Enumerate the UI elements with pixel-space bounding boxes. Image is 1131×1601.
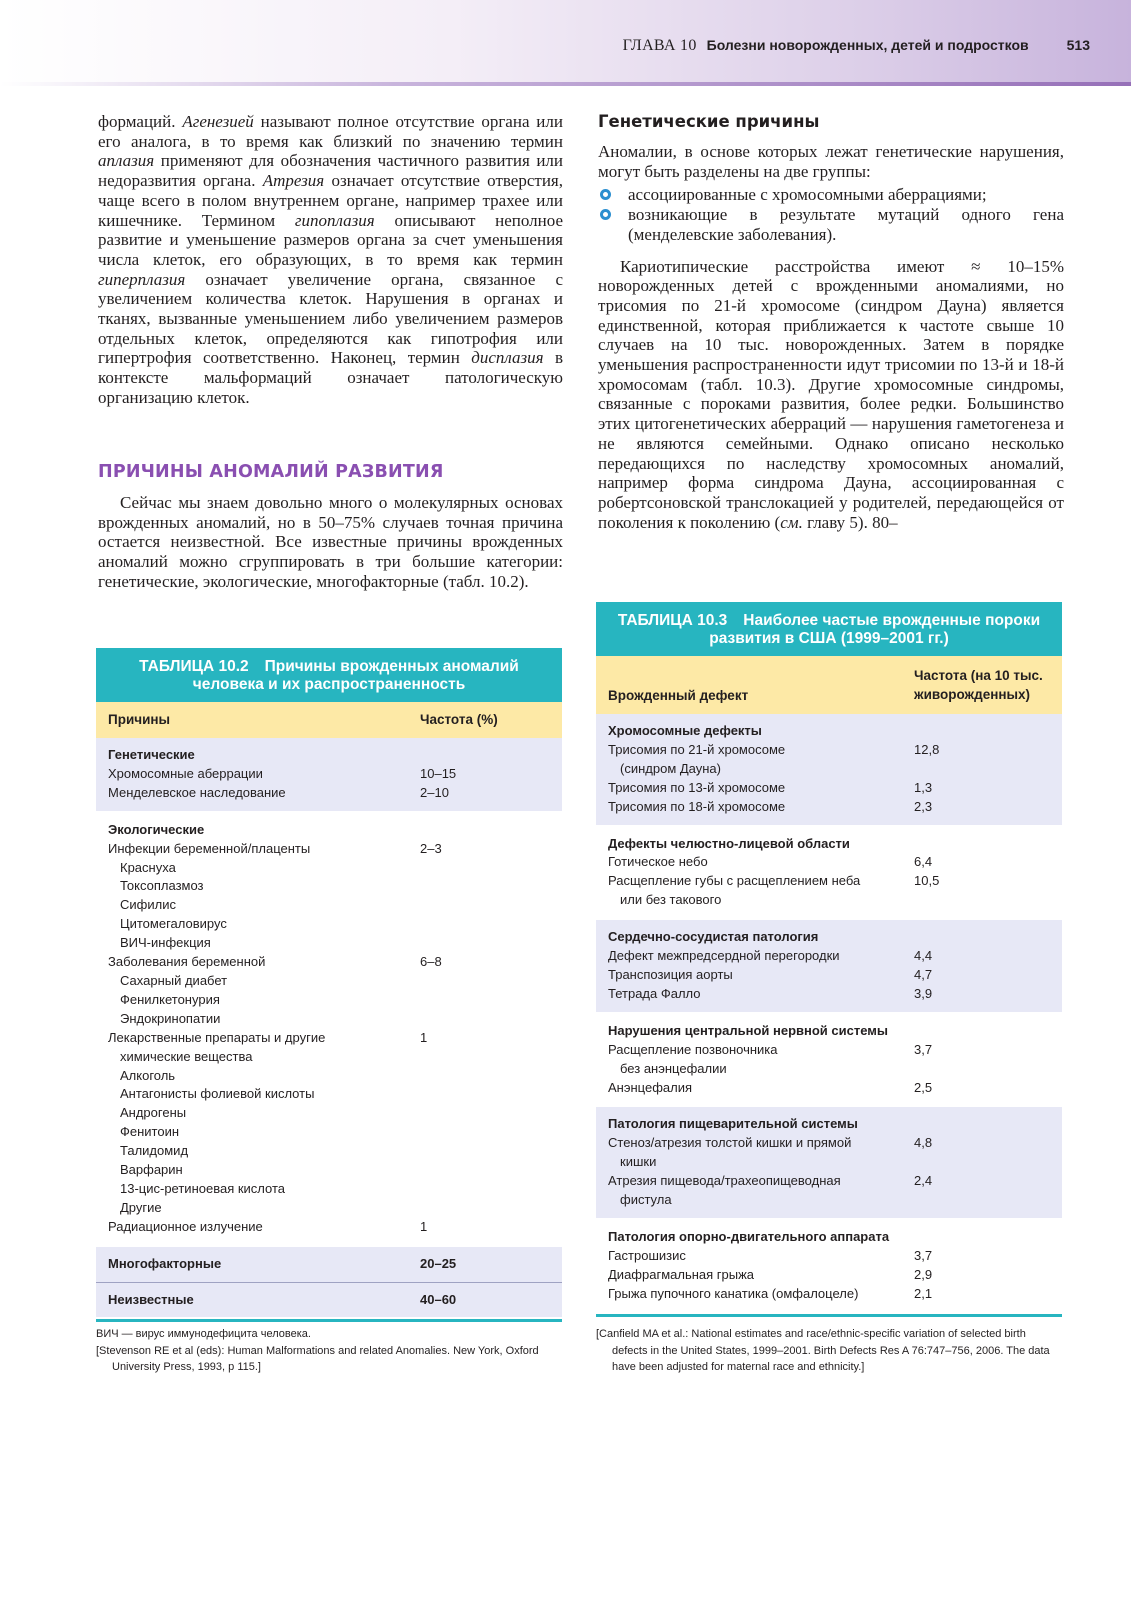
table-row [596,1172,1062,1191]
row-label: 13-цис-ретиноевая кислота [120,1180,286,1196]
table-row [96,1123,562,1142]
left-paragraph-1-block [98,112,563,408]
row-label: Экологические [108,821,205,837]
row-label: Дефект межпредсердной перегородки [608,948,840,964]
table-number: ТАБЛИЦА 10.2 [139,658,249,675]
table-row [96,877,562,896]
row-label: без анэнцефалии [620,1060,727,1076]
table-header-row [596,656,1062,714]
row-label: Эндокринопатии [120,1010,221,1026]
table-row [96,1085,562,1104]
table-row [596,853,1062,872]
table-header-row [96,702,562,738]
row-label: фистула [620,1192,672,1208]
header-rule [0,82,1131,86]
row-value: 2,3 [914,798,933,814]
table-10-3 [596,602,1062,1317]
table-row [596,891,1062,910]
table-group [596,1014,1062,1108]
table-body [96,738,562,1319]
row-label: Алкоголь [120,1067,176,1083]
row-label: Фенилкетонурия [120,991,220,1007]
row-label: Токсоплазмоз [120,878,204,894]
table-row [596,1060,1062,1079]
table-row [596,1266,1062,1285]
row-label: Тетрада Фалло [608,985,701,1001]
table-group [596,714,1062,827]
table-row [596,1022,1062,1041]
row-label: Инфекции беременной/плаценты [108,840,311,856]
genetic-causes-heading: Генетические причины [598,112,820,131]
row-label: Генетические [108,747,195,762]
row-label: Атрезия пищевода/трахеопищеводная [608,1173,841,1189]
row-label: Сердечно-сосудистая патология [608,929,819,945]
row-label: Расщепление губы с расщеплением неба [608,873,861,889]
column-header-defect: Врожденный дефект [608,688,749,703]
table-row [596,1134,1062,1153]
left-paragraph-1: формаций. Агенезией называют полное отсутствие органа или его аналога, в то время как близкий по значению термин аплазия применяют для обозначения частичного развития или недоразвития органа. Атрезия означает отсутствие отверстия, чаще всего в полом внутреннем органе, например трахее или кишечнике. Термином гипоплазия описывают неполное развитие и уменьшение размеров органа за счет уменьшения числа клеток, его образующих, в то время как термин гиперплазия означает увеличение органа, связанное с увеличением количества клеток. Нарушения в органах и тканях, вызванные уменьшением либо увеличением размеров отдельных клеток, определяются как гипотрофия или гипертрофия соответственно. Наконец, термин дисплазия в контексте мальформаций означает патологическую организацию клеток. [98,112,563,407]
table-row [96,1067,562,1086]
table-group [596,920,1062,1014]
row-label: Краснуха [120,859,176,875]
italic-term: гиперплазия [98,269,186,289]
column-header-frequency: Частота (%) [420,712,498,727]
row-label: Хромосомные аберрации [108,765,263,781]
section-heading: ПРИЧИНЫ АНОМАЛИЙ РАЗВИТИЯ [98,462,444,482]
column-header-causes: Причины [108,712,171,727]
table-group [96,813,562,1247]
row-value: 1 [420,1029,428,1045]
row-label: Менделевское наследование [108,784,286,800]
row-value: 1,3 [914,779,933,795]
row-label: кишки [620,1154,657,1170]
bullet-item: возникающие в результате мутаций одного гена (менделевские заболевания). [598,205,1064,244]
left-paragraph-2-block [98,493,563,592]
row-label: Дефекты челюстно-лицевой области [608,835,850,851]
table-row [596,985,1062,1004]
bullet-list [598,185,1064,244]
row-value: 12,8 [914,741,940,757]
row-value: 20–25 [420,1255,457,1271]
table-row [596,1191,1062,1210]
table-number: ТАБЛИЦА 10.3 [617,612,728,629]
row-label: Готическое небо [608,854,708,870]
bullet-circle-icon [600,189,611,200]
row-label: Многофакторные [108,1255,222,1271]
table-row [96,1161,562,1180]
row-label: Радиационное излучение [108,1218,263,1234]
running-head [580,37,1090,61]
table-row [96,972,562,991]
row-label: Стеноз/атрезия толстой кишки и прямой [608,1135,852,1151]
right-paragraph-1: Кариотипические расстройства имеют ≈ 10–15% новорожденных детей с врожденными аномалиями, но трисомия по 21-й хромосоме (синдром Дауна) является единственной, которая приближается к частоте свыше 10 случаев на 10 тыс. новорожденных. Затем в порядке уменьшения распространенности идут трисомии по 13-й и 18-й хромосомам (табл. 10.3). Другие хромосомные синдромы, связанные с пороками развития, более редки. Большинство этих цитогенетических аберраций — нарушения гаметогенеза и не являются семейными. Однако описано несколько передающихся по наследству хромосомных аномалий, например форма синдрома Дауна, ассоциированная с робертсоновской транслокацией у родителей, передающейся от поколения к поколению (см. главу 5). 80– [598,256,1064,532]
row-label: Расщепление позвоночника [608,1041,778,1057]
row-label: Талидомид [120,1143,189,1159]
row-label: Патология опорно-двигательного аппарата [608,1228,890,1244]
row-label: Диафрагмальная грыжа [608,1266,755,1282]
table-row [596,1285,1062,1304]
italic-term: Агенезией [182,112,254,131]
table-row [96,934,562,953]
row-value: 3,7 [914,1247,933,1263]
chapter-label: ГЛАВА 10 [622,37,697,54]
row-label: Анэнцефалия [608,1079,693,1095]
footnote-source: [Canfield MA et al.: National estimates and race/ethnic-specific variation of selected birth defects in the United States, 1999–2001. Birth Defects Res A 76:747–756, 2006. The data have been adjusted for maternal race and ethnicity.] [596,1328,1050,1373]
row-label: Варфарин [120,1162,183,1178]
table-row [596,947,1062,966]
table-row [96,859,562,878]
table-title-line-2: развития в США (1999–2001 гг.) [709,630,949,647]
italic-term: аплазия [98,151,155,171]
table-row [596,1247,1062,1266]
row-value: 40–60 [420,1291,457,1307]
page-number: 513 [1066,37,1090,53]
row-value: 6–8 [420,954,442,970]
italic-term: см. [780,512,803,532]
row-value: 1 [420,1218,428,1234]
table-row [96,1199,562,1218]
italic-term: гипоплазия [294,210,375,230]
table-row [96,915,562,934]
table-title-line-1: Причины врожденных аномалий [264,658,519,675]
table-row [96,1104,562,1123]
table-row [96,821,562,840]
italic-term: дисплазия [471,348,544,368]
table-row [596,1228,1062,1247]
footnote-source: [Stevenson RE et al (eds): Human Malformations and related Anomalies. New York, Oxford University Press, 1993, p 115.] [96,1344,539,1373]
table-body [596,714,1062,1314]
row-label: Фенитоин [120,1124,180,1140]
table-row [96,953,562,972]
column-header-frequency: Частота (на 10 тыс. живорожденных) [914,668,1043,702]
row-label: Трисомия по 18-й хромосоме [608,798,786,814]
row-label: Трисомия по 21-й хромосоме [608,741,786,757]
row-value: 10,5 [914,873,940,889]
table-row [96,1029,562,1048]
left-paragraph-2: Сейчас мы знаем довольно много о молекулярных основах врожденных аномалий, но в 50–75% случаев точная причина остается неизвестной. Все известные причины врожденных аномалий можно сгруппировать в три большие категории: генетические, экологические, многофакторные (табл. 10.2). [98,493,563,591]
table-row [596,1115,1062,1134]
table-row [596,722,1062,741]
table-row [96,1048,562,1067]
bullet-circle-icon [600,209,611,220]
table-title [596,602,1062,656]
row-label: Заболевания беременной [108,954,266,970]
table-row [96,746,562,765]
table-10-3-footnote [596,1326,1062,1376]
table-row [96,784,562,803]
table-row [96,1010,562,1029]
row-label: или без такового [620,892,722,908]
table-title-line-1: Наиболее частые врожденные пороки [743,612,1041,629]
table-title-line-2: человека и их распространенность [192,676,466,693]
table-row [96,1180,562,1199]
table-group [596,827,1062,921]
row-label: Нарушения центральной нервной системы [608,1022,888,1038]
table-row [96,1218,562,1237]
table-row [596,779,1062,798]
row-label: Лекарственные препараты и другие [108,1029,326,1045]
row-value: 10–15 [420,765,457,781]
table-row [596,1153,1062,1172]
row-label: Сахарный диабет [120,972,228,988]
table-bottom-rule [596,1314,1062,1317]
table-bottom-rule [96,1319,562,1322]
table-row [596,1041,1062,1060]
row-value: 2,1 [914,1285,933,1301]
table-row [596,760,1062,779]
row-label: Хромосомные дефекты [608,723,762,738]
row-value: 3,9 [914,985,933,1001]
table-group [596,1107,1062,1220]
table-row [96,1291,562,1310]
table-row [596,872,1062,891]
row-value: 3,7 [914,1041,933,1057]
bullet-item: ассоциированные с хромосомными аберрациями; [598,185,1064,205]
row-label: Антагонисты фолиевой кислоты [120,1086,315,1102]
row-value: 2,4 [914,1173,933,1189]
row-label: Другие [120,1199,162,1215]
row-value: 2–3 [420,840,442,856]
table-title [96,648,562,702]
row-label: Сифилис [120,897,176,913]
row-value: 4,7 [914,966,933,982]
row-value: 2,9 [914,1266,933,1282]
row-label: Неизвестные [108,1291,194,1307]
table-row [596,835,1062,854]
row-value: 4,8 [914,1135,933,1151]
row-label: (синдром Дауна) [620,760,721,776]
row-value: 2,5 [914,1079,933,1095]
row-label: ВИЧ-инфекция [120,935,211,951]
row-value: 4,4 [914,948,933,964]
table-row [596,741,1062,760]
table-row [96,765,562,784]
table-group [96,738,562,813]
table-row [596,928,1062,947]
table-row [96,1142,562,1161]
right-intro: Аномалии, в основе которых лежат генетические нарушения, могут быть разделены на две группы: [598,142,1064,181]
table-row [596,966,1062,985]
row-label: Цитомегаловирус [120,916,227,932]
row-label: химические вещества [120,1048,253,1064]
row-value: 6,4 [914,854,933,870]
footnote-abbreviation: ВИЧ — вирус иммунодефицита человека. [96,1328,311,1340]
table-group [96,1247,562,1283]
row-label: Грыжа пупочного канатика (омфалоцеле) [608,1285,859,1301]
table-row [96,991,562,1010]
table-10-2-footnote [96,1326,562,1376]
row-label: Трисомия по 13-й хромосоме [608,779,786,795]
table-row [596,798,1062,817]
chapter-title: Болезни новорожденных, детей и подростков [706,37,1029,53]
italic-term: Атрезия [262,171,325,191]
row-label: Андрогены [120,1105,187,1121]
row-value: 2–10 [420,784,449,800]
row-label: Гастрошизис [608,1247,686,1263]
right-text-block [598,142,1064,532]
table-row [96,896,562,915]
table-group [96,1283,562,1320]
table-row [96,840,562,859]
row-label: Патология пищеварительной системы [608,1116,858,1132]
table-row [96,1255,562,1274]
table-group [596,1220,1062,1314]
table-10-2 [96,648,562,1322]
row-label: Транспозиция аорты [608,966,733,982]
table-row [596,1079,1062,1098]
